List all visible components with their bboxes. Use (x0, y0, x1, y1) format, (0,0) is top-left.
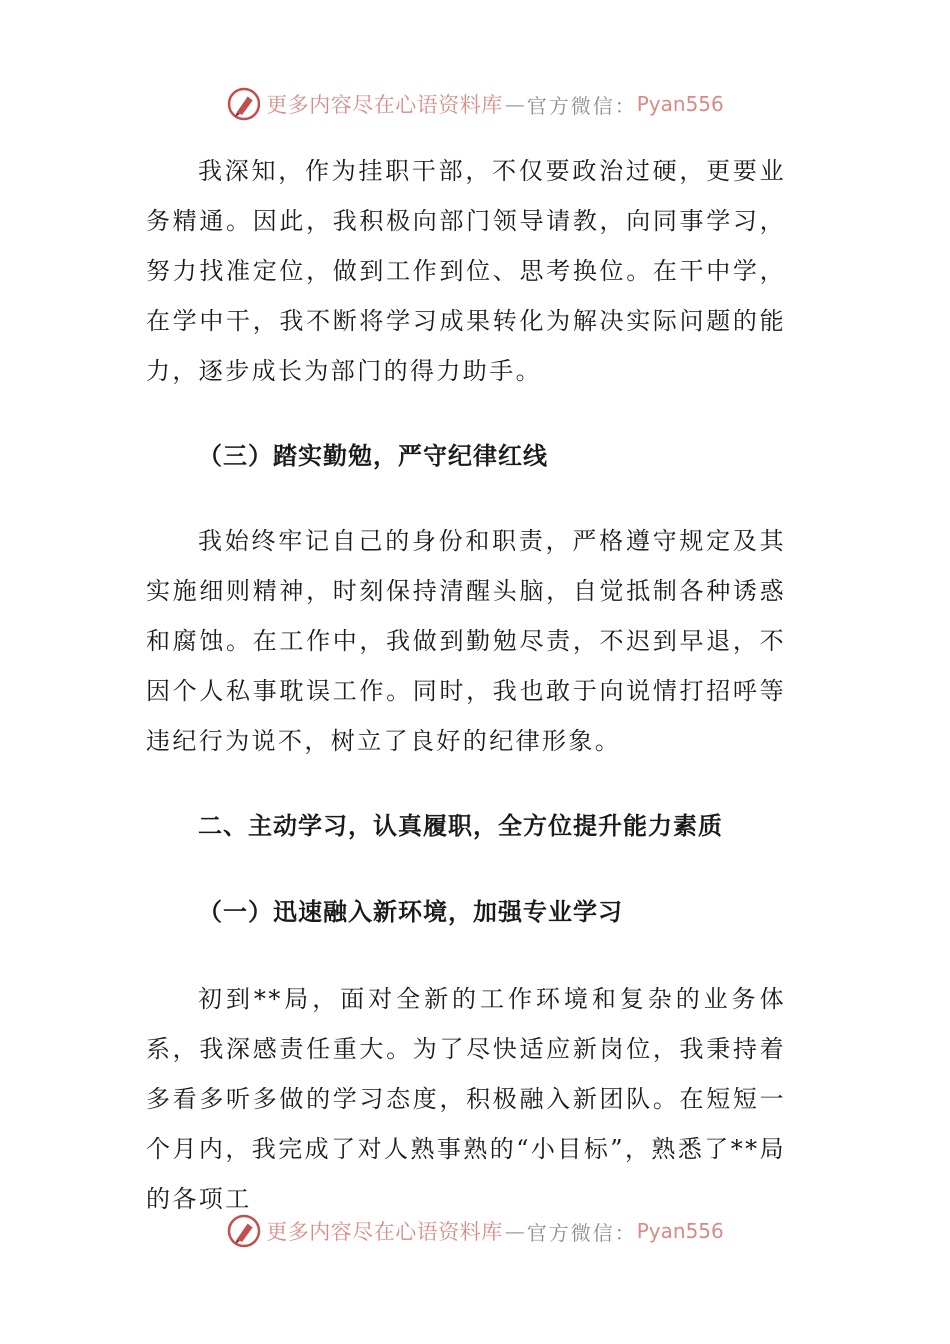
watermark-site-text: 更多内容尽在心语资料库 (266, 93, 503, 117)
section-heading-1: （一）迅速融入新环境，加强专业学习 (198, 898, 623, 926)
header-watermark (0, 84, 950, 124)
chapter-heading-2: 二、主动学习，认真履职，全方位提升能力素质 (198, 812, 723, 840)
document-body (146, 146, 786, 1224)
watermark-site-text: 更多内容尽在心语资料库 (266, 1220, 503, 1244)
section-heading-3: （三）踏实勤勉，严守纪律红线 (198, 442, 548, 470)
paragraph-2: 我始终牢记自己的身份和职责，严格遵守规定及其实施细则精神，时刻保持清醒头脑，自觉抵制各种诱惑和腐蚀。在工作中，我做到勤勉尽责，不迟到早退，不因个人私事耽误工作。同时，我也敢于向说情打招呼等违纪行为说不，树立了良好的纪律形象。 (146, 527, 786, 755)
watermark-separator: — (504, 1219, 525, 1243)
watermark-wechat-id: Pyan556 (636, 1219, 724, 1243)
watermark-wechat-label: 官方微信： (526, 1220, 637, 1245)
paragraph-1: 我深知，作为挂职干部，不仅要政治过硬，更要业务精通。因此，我积极向部门领导请教，向同事学习，努力找准定位，做到工作到位、思考换位。在干中学，在学中干，我不断将学习成果转化为解决实际问题的能力，逐步成长为部门的得力助手。 (146, 157, 786, 385)
watermark-wechat-id: Pyan556 (636, 92, 724, 116)
pen-nib-icon (226, 86, 262, 122)
watermark-wechat-label: 官方微信： (526, 93, 637, 118)
paragraph-3: 初到**局，面对全新的工作环境和复杂的业务体系，我深感责任重大。为了尽快适应新岗位，我秉持着多看多听多做的学习态度，积极融入新团队。在短短一个月内，我完成了对人熟事熟的“小目标”，熟悉了**局的各项工 (146, 985, 786, 1213)
watermark-separator: — (504, 92, 525, 116)
pen-nib-icon (226, 1213, 262, 1249)
footer-watermark (0, 1211, 950, 1251)
